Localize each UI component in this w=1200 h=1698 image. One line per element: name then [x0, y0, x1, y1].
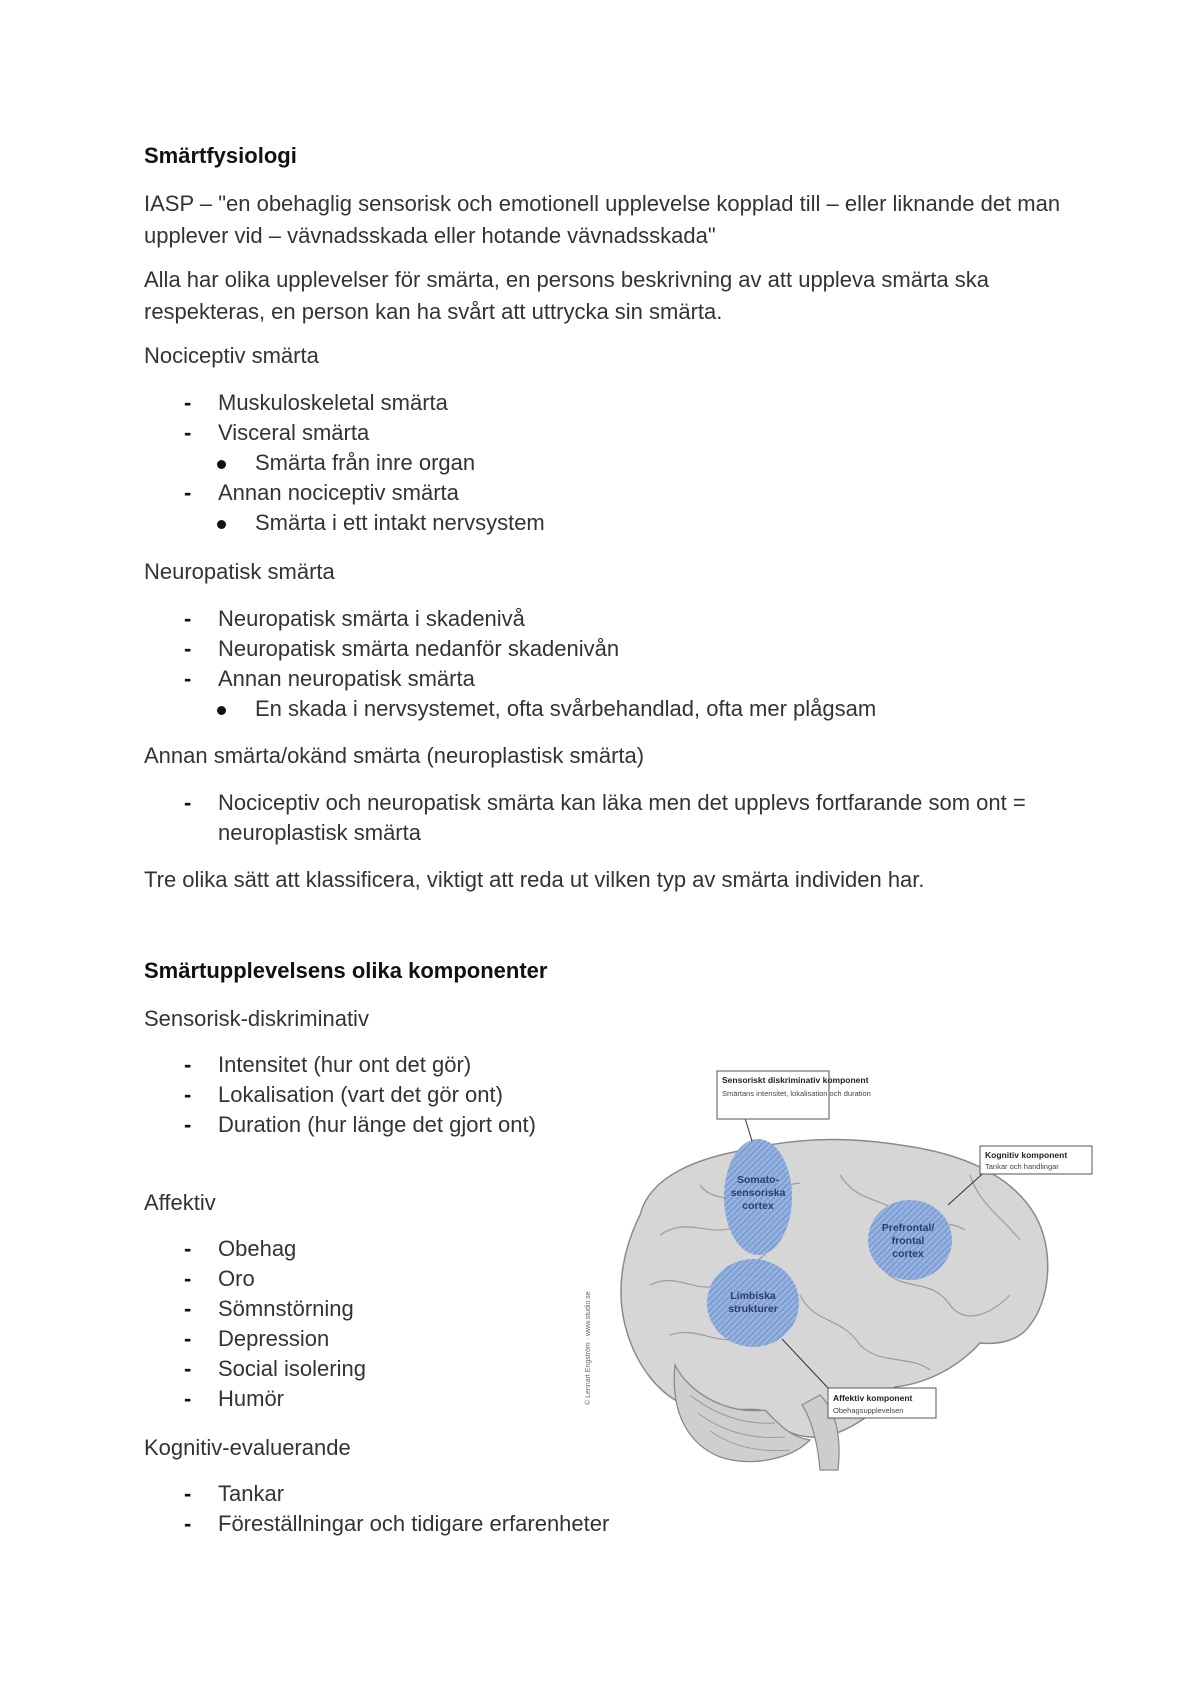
section-title-smartfysiologi: Smärtfysiologi: [144, 143, 297, 168]
callout-sensory-sub: Smärtans intensitet, lokalisation och duration: [722, 1089, 871, 1098]
sensorisk-heading: Sensorisk-diskriminativ: [144, 1006, 369, 1031]
annan-heading: Annan smärta/okänd smärta (neuroplastisk smärta): [144, 743, 645, 768]
iasp-definition: IASP – "en obehaglig sensorisk och emotionell upplevelse kopplad till – eller liknande det man upplever vid – vävnadsskada eller hotande vävnadsskada": [144, 191, 1061, 248]
callout-cognitive-title: Kognitiv komponent: [985, 1150, 1068, 1160]
nociceptiv-heading: Nociceptiv smärta: [144, 343, 319, 368]
label-limbic-1: Limbiska: [730, 1290, 776, 1302]
callout-affective-title: Affektiv komponent: [833, 1393, 913, 1403]
dash-marker: -: [184, 1052, 192, 1077]
neuropatisk-list: [144, 604, 876, 724]
list-item: - Föreställningar och tidigare erfarenheter: [144, 1509, 609, 1539]
sensorisk-list: [144, 1050, 564, 1170]
nociceptiv-list: [144, 388, 545, 538]
kognitiv-heading: Kognitiv-evaluerande: [144, 1435, 351, 1460]
list-item: - Nociceptiv och neuropatisk smärta kan läka men det upplevs fortfarande som ont = neuroplastisk smärta: [184, 790, 1026, 845]
list-item: - Intensitet (hur ont det gör): [144, 1050, 564, 1080]
list-item: - Visceral smärta: [144, 418, 545, 448]
dash-marker: -: [184, 1112, 192, 1137]
affektiv-heading: Affektiv: [144, 1190, 216, 1215]
section-title-komponenter: Smärtupplevelsens olika komponenter: [144, 958, 548, 983]
bullet-marker: [217, 706, 226, 715]
dash-marker: -: [184, 1511, 192, 1536]
dash-marker: -: [184, 666, 192, 691]
bullet-marker: [217, 520, 226, 529]
callout-cognitive-sub: Tankar och handlingar: [985, 1162, 1059, 1171]
dash-marker: -: [184, 1481, 192, 1506]
list-item: - Obehag: [144, 1234, 366, 1264]
annan-list: [144, 788, 1074, 848]
list-item: - Neuropatisk smärta i skadenivå: [144, 604, 876, 634]
dash-marker: -: [184, 1266, 192, 1291]
label-prefrontal-2: frontal: [891, 1235, 925, 1247]
affektiv-list: [144, 1234, 366, 1414]
dash-marker: -: [184, 636, 192, 661]
list-item: - Humör: [144, 1384, 366, 1414]
label-somato-1: Somato-: [737, 1174, 779, 1186]
bullet-marker: [217, 460, 226, 469]
figure-credit: © Lennart Engström · www.studio.se: [585, 1291, 592, 1405]
dash-marker: -: [184, 606, 192, 631]
callout-affective-sub: Obehagsupplevelsen: [833, 1406, 904, 1415]
list-item: - Muskuloskeletal smärta: [144, 388, 545, 418]
dash-marker: -: [184, 420, 192, 445]
label-prefrontal-1: Prefrontal/: [881, 1222, 935, 1234]
label-somato-3: cortex: [742, 1200, 774, 1212]
list-item: En skada i nervsystemet, ofta svårbehandlad, ofta mer plågsam: [144, 694, 876, 724]
list-item: - Depression: [144, 1324, 366, 1354]
list-item: - Annan nociceptiv smärta: [144, 478, 545, 508]
dash-marker: -: [184, 1326, 192, 1351]
callout-sensory-title: Sensoriskt diskriminativ komponent: [722, 1075, 869, 1085]
dash-marker: -: [184, 790, 192, 815]
label-somato-2: sensoriska: [730, 1187, 786, 1199]
label-limbic-2: strukturer: [728, 1303, 778, 1315]
dash-marker: -: [184, 480, 192, 505]
dash-marker: -: [184, 1386, 192, 1411]
list-item: Smärta i ett intakt nervsystem: [144, 508, 545, 538]
list-item: - Oro: [144, 1264, 366, 1294]
list-item: - Annan neuropatisk smärta: [144, 664, 876, 694]
dash-marker: -: [184, 1296, 192, 1321]
dash-marker: -: [184, 1082, 192, 1107]
list-item: - Sömnstörning: [144, 1294, 366, 1324]
brain-illustration: [580, 1065, 1120, 1485]
kognitiv-list: [144, 1479, 609, 1539]
dash-marker: -: [184, 1356, 192, 1381]
list-item: - Tankar: [144, 1479, 609, 1509]
list-item: Smärta från inre organ: [144, 448, 545, 478]
alla-paragraph: Alla har olika upplevelser för smärta, en persons beskrivning av att uppleva smärta ska respekteras, en person kan ha svårt att uttrycka sin smärta.: [144, 267, 989, 324]
tre-paragraph: Tre olika sätt att klassificera, viktigt att reda ut vilken typ av smärta individen har.: [144, 867, 925, 892]
list-item: - Neuropatisk smärta nedanför skadenivån: [144, 634, 876, 664]
list-item: - Lokalisation (vart det gör ont): [144, 1080, 564, 1110]
dash-marker: -: [184, 390, 192, 415]
list-item: - Social isolering: [144, 1354, 366, 1384]
neuropatisk-heading: Neuropatisk smärta: [144, 559, 335, 584]
dash-marker: -: [184, 1236, 192, 1261]
label-prefrontal-3: cortex: [892, 1248, 924, 1260]
list-item: - Duration (hur länge det gjort ont): [144, 1110, 564, 1170]
